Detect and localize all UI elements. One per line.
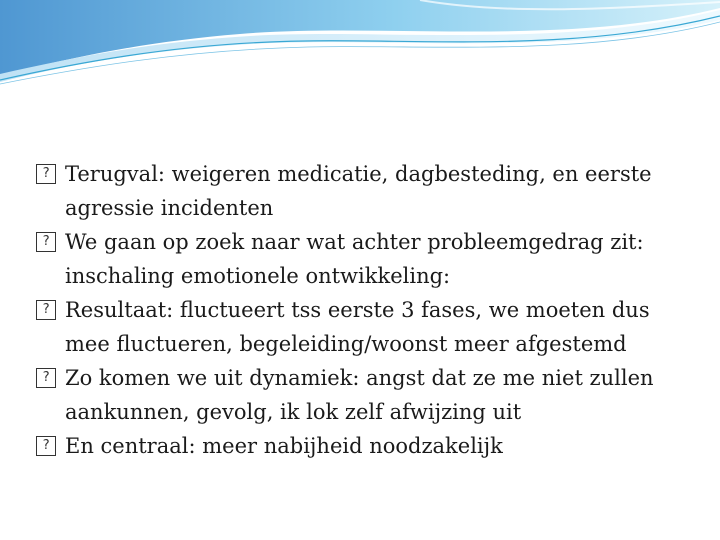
bullet-text: Resultaat: fluctueert tss eerste 3 fases, we moeten dus mee fluctueren, begeleiding/woonst meer afgestemd bbox=[65, 298, 650, 356]
bullet-item bbox=[36, 225, 696, 293]
bullet-text: We gaan op zoek naar wat achter probleemgedrag zit: inschaling emotionele ontwikkeling: bbox=[65, 230, 644, 288]
bullet-item bbox=[36, 157, 696, 225]
bullet-item bbox=[36, 429, 696, 463]
bullet-text: Terugval: weigeren medicatie, dagbesteding, en eerste agressie incidenten bbox=[65, 162, 652, 220]
replacement-char-icon: ? bbox=[36, 368, 56, 388]
replacement-char-icon: ? bbox=[36, 436, 56, 456]
bullet-text: En centraal: meer nabijheid noodzakelijk bbox=[65, 434, 503, 458]
bullet-item bbox=[36, 293, 696, 361]
bullet-item bbox=[36, 361, 696, 429]
replacement-char-icon: ? bbox=[36, 300, 56, 320]
replacement-char-icon: ? bbox=[36, 164, 56, 184]
header-wave-decoration bbox=[0, 0, 720, 90]
replacement-char-icon: ? bbox=[36, 232, 56, 252]
bullet-list bbox=[36, 157, 696, 463]
bullet-text: Zo komen we uit dynamiek: angst dat ze me niet zullen aankunnen, gevolg, ik lok zelf afwijzing uit bbox=[65, 366, 654, 424]
